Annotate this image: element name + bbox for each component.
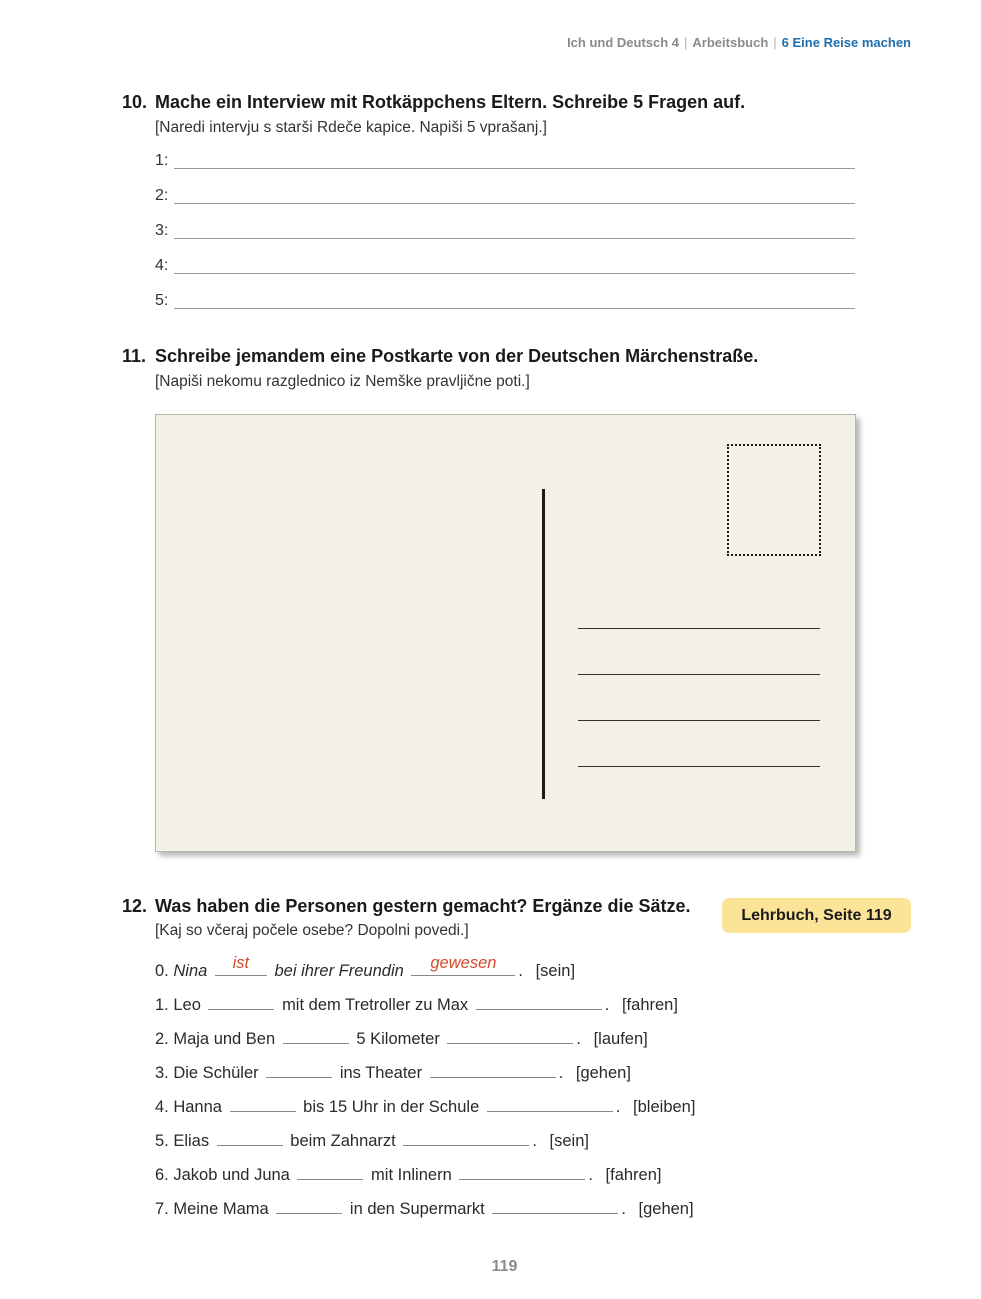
- textbook-reference-badge: Lehrbuch, Seite 119: [722, 898, 911, 933]
- line-label: 3:: [155, 222, 169, 239]
- address-line[interactable]: [578, 674, 820, 675]
- task-12-subtitle: [Kaj so včeraj počele osebe? Dopolni povedi.]: [155, 922, 469, 939]
- answer-blank[interactable]: [297, 1165, 363, 1180]
- task-heading: Schreibe jemandem eine Postkarte von der Deutschen Märchenstraße.: [155, 346, 759, 366]
- task-number: 11.: [122, 346, 147, 366]
- page-header: [567, 35, 911, 50]
- example-answer: ist: [232, 954, 250, 972]
- example-answer: gewesen: [430, 954, 497, 972]
- answer-line[interactable]: [155, 187, 855, 207]
- verb-hint: [laufen]: [593, 1030, 648, 1048]
- example-sentence: 0. Nina ist bei ihrer Freundin gewesen . [sein]: [155, 954, 576, 980]
- task-10-title: [122, 92, 745, 113]
- sentence-start: 2. Maja und Ben: [155, 1030, 276, 1048]
- verb-hint: [sein]: [549, 1132, 589, 1150]
- header-separator: |: [684, 35, 688, 50]
- example-subject: Nina: [173, 962, 208, 980]
- book-part: Arbeitsbuch: [692, 35, 769, 50]
- sentence-middle: bis 15 Uhr in der Schule: [303, 1098, 480, 1116]
- address-line[interactable]: [578, 766, 820, 767]
- example-middle: bei ihrer Freundin: [274, 962, 404, 980]
- answer-blank[interactable]: [283, 1029, 349, 1044]
- answer-blank[interactable]: [459, 1165, 585, 1180]
- answer-blank[interactable]: [230, 1097, 296, 1112]
- answer-blank[interactable]: [476, 995, 602, 1010]
- exercise-sentence: 6. Jakob und Juna mit Inlinern . [fahren]: [155, 1166, 662, 1184]
- answer-blank[interactable]: [430, 1063, 556, 1078]
- verb-hint: [gehen]: [575, 1064, 631, 1082]
- header-separator: |: [773, 35, 777, 50]
- sentence-start: 4. Hanna: [155, 1098, 222, 1116]
- answer-line[interactable]: [155, 257, 855, 277]
- verb-hint: [sein]: [535, 962, 576, 980]
- sentence-middle: mit Inlinern: [371, 1166, 452, 1184]
- sentence-start: 5. Elias: [155, 1132, 210, 1150]
- exercise-sentence: 5. Elias beim Zahnarzt . [sein]: [155, 1132, 589, 1150]
- line-label: 5:: [155, 292, 169, 309]
- task-number: 10.: [122, 92, 148, 112]
- exercise-sentence: 4. Hanna bis 15 Uhr in der Schule . [bleiben]: [155, 1098, 696, 1116]
- answer-blank: [215, 954, 267, 976]
- task-11-title: [122, 346, 758, 367]
- answer-blank[interactable]: [403, 1131, 529, 1146]
- exercise-sentence: 1. Leo mit dem Tretroller zu Max . [fahren]: [155, 996, 678, 1014]
- line-label: 2:: [155, 187, 169, 204]
- sentence-start: 6. Jakob und Juna: [155, 1166, 290, 1184]
- sentence-middle: mit dem Tretroller zu Max: [282, 996, 469, 1014]
- stamp-box: [727, 444, 821, 556]
- write-line[interactable]: [174, 273, 855, 274]
- answer-blank[interactable]: [447, 1029, 573, 1044]
- sentence-middle: ins Theater: [339, 1064, 423, 1082]
- exercise-sentence: 2. Maja und Ben 5 Kilometer . [laufen]: [155, 1030, 648, 1048]
- exercise-sentence: 7. Meine Mama in den Supermarkt . [gehen]: [155, 1200, 694, 1218]
- sentence-middle: in den Supermarkt: [349, 1200, 485, 1218]
- exercise-sentence: 3. Die Schüler ins Theater . [gehen]: [155, 1064, 631, 1082]
- task-number: 12.: [122, 896, 148, 916]
- sentence-middle: 5 Kilometer: [356, 1030, 440, 1048]
- verb-hint: [fahren]: [605, 1166, 662, 1184]
- postcard[interactable]: [155, 414, 856, 852]
- task-heading: Mache ein Interview mit Rotkäppchens Eltern. Schreibe 5 Fragen auf.: [155, 92, 746, 112]
- line-label: 4:: [155, 257, 169, 274]
- answer-blank[interactable]: [487, 1097, 613, 1112]
- verb-hint: [bleiben]: [633, 1098, 696, 1116]
- postcard-divider: [542, 489, 545, 799]
- sentence-start: 3. Die Schüler: [155, 1064, 259, 1082]
- answer-blank: [411, 954, 515, 976]
- write-line[interactable]: [174, 308, 855, 309]
- address-line[interactable]: [578, 720, 820, 721]
- sentence-start: 7. Meine Mama: [155, 1200, 269, 1218]
- write-line[interactable]: [174, 203, 855, 204]
- answer-blank[interactable]: [208, 995, 274, 1010]
- sentence-middle: beim Zahnarzt: [290, 1132, 396, 1150]
- answer-line[interactable]: [155, 222, 855, 242]
- answer-line[interactable]: [155, 292, 855, 312]
- address-line[interactable]: [578, 628, 820, 629]
- task-11-subtitle: [Napiši nekomu razglednico iz Nemške pravljične poti.]: [155, 373, 530, 390]
- task-10-subtitle: [Naredi intervju s starši Rdeče kapice. Napiši 5 vprašanj.]: [155, 119, 547, 136]
- answer-blank[interactable]: [276, 1199, 342, 1214]
- write-line[interactable]: [174, 168, 855, 169]
- chapter-title: 6 Eine Reise machen: [781, 35, 911, 50]
- task-heading: Was haben die Personen gestern gemacht? Ergänze die Sätze.: [155, 896, 691, 916]
- page-number: 119: [491, 1258, 518, 1275]
- answer-line[interactable]: [155, 152, 855, 172]
- answer-blank[interactable]: [492, 1199, 618, 1214]
- line-label: 1:: [155, 152, 169, 169]
- book-title: Ich und Deutsch 4: [567, 35, 680, 50]
- verb-hint: [gehen]: [638, 1200, 694, 1218]
- answer-blank[interactable]: [217, 1131, 283, 1146]
- sentence-start: 1. Leo: [155, 996, 201, 1014]
- verb-hint: [fahren]: [621, 996, 678, 1014]
- item-number: 0.: [155, 962, 169, 980]
- task-12-title: [122, 896, 690, 917]
- answer-blank[interactable]: [266, 1063, 332, 1078]
- write-line[interactable]: [174, 238, 855, 239]
